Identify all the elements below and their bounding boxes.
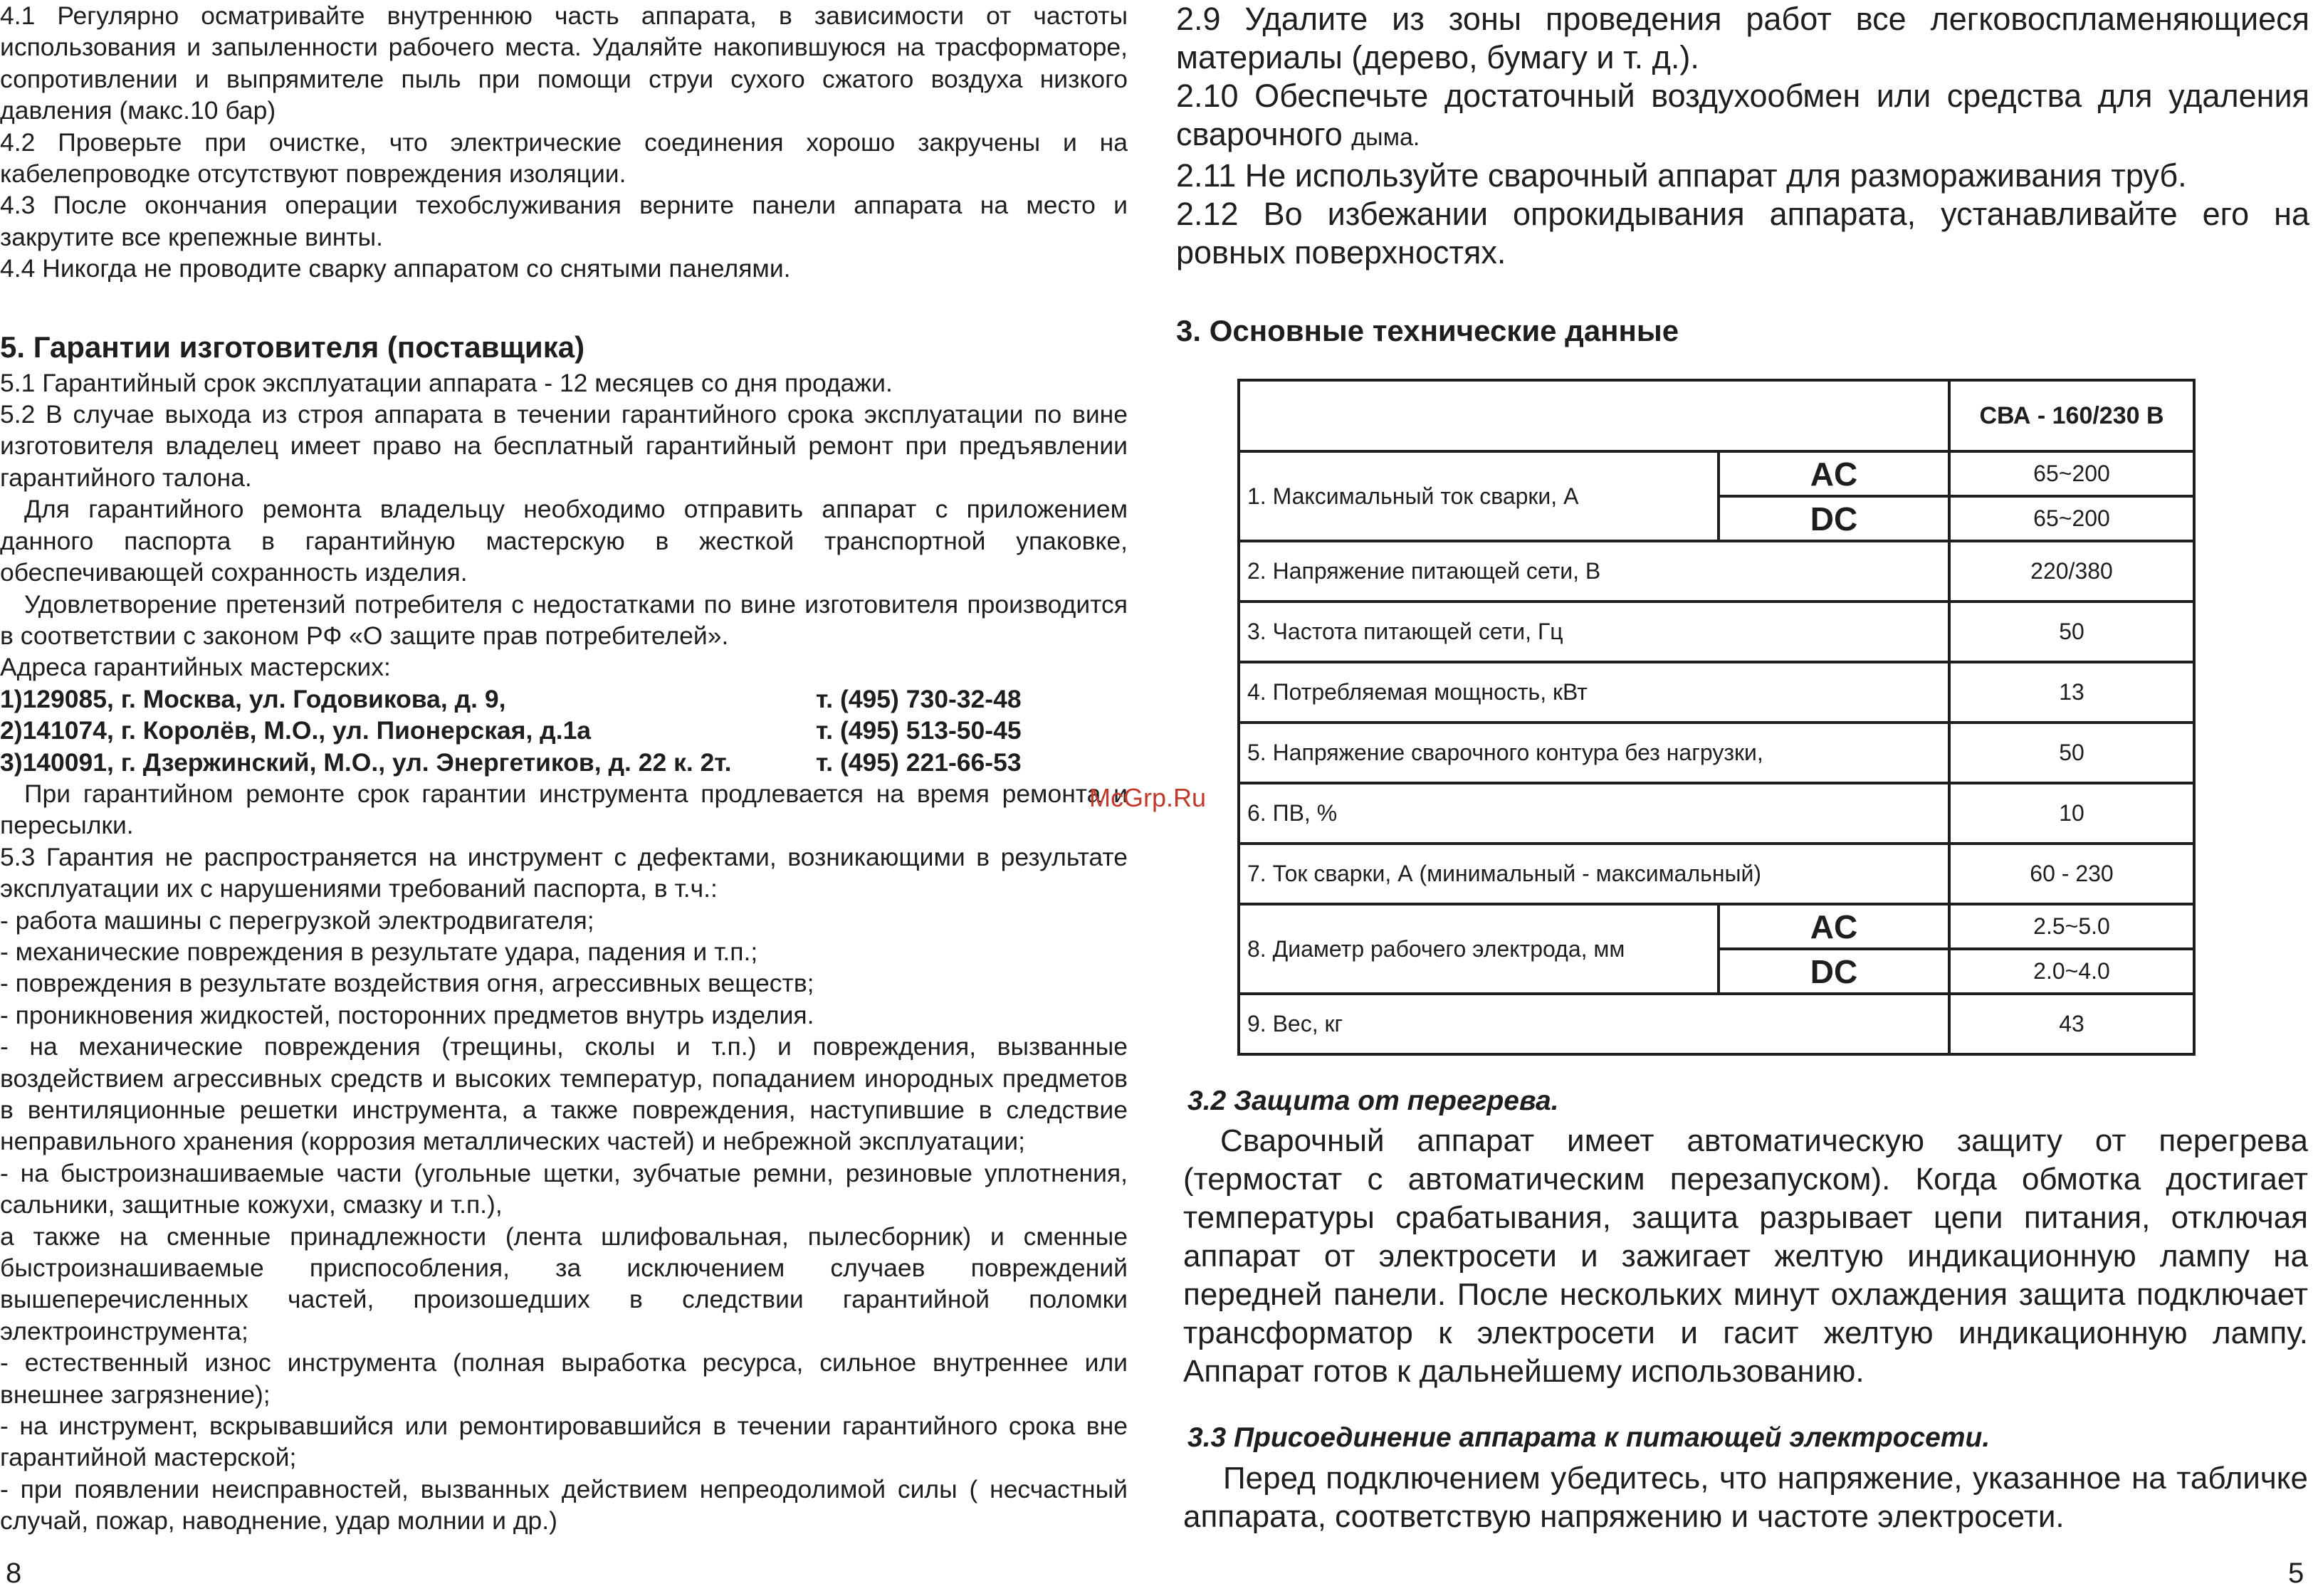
address-phone: т. (495) 730-32-48 xyxy=(816,684,1022,713)
addresses-heading: Адреса гарантийных мастерских: xyxy=(0,653,391,682)
paragraph-2-10 xyxy=(1176,77,2309,157)
value-dc: 2.0~4.0 xyxy=(1949,949,2194,994)
list-item: - повреждения в результате воздействия огня, агрессивных веществ; xyxy=(0,969,814,998)
mode-dc: DC xyxy=(1719,949,1949,994)
paragraph-2-12: 2.12 Во избежании опрокидывания аппарата, устанавливайте его на ровных поверхностях. xyxy=(1176,196,2309,271)
table-row xyxy=(1239,451,2194,496)
paragraph-5-2: 5.2 В случае выхода из строя аппарата в течении гарантийного срока эксплуатации по вине изготовителя владелец имеет право на бесплатный гарантийный ремонт при предъявлении гарантийного талона. xyxy=(0,400,1128,492)
paragraph-4-3: 4.3 После окончания операции техобслуживания верните панели аппарата на место и закрутите все крепежные винты. xyxy=(0,191,1128,251)
address-row xyxy=(0,683,1128,715)
list-item: - проникновения жидкостей, посторонних предметов внутрь изделия. xyxy=(0,1000,814,1029)
paragraph-3-2: Сварочный аппарат имеет автоматическую защиту от перегрева (термостат с автоматическим перезапуском). Когда обмотка достигает температуры срабатывания, защита разрывает цепи питания, отключая аппарат от электросети и зажигает желтую индикационную лампу на передней панели. После нескольких минут охлаждения защита подключает трансформатор к электросети и гасит желтую индикационную лампу. Аппарат готов к дальнейшему использованию. xyxy=(1183,1123,2308,1389)
mode-ac: AC xyxy=(1719,451,1949,496)
paragraph-3-3: Перед подключением убедитесь, что напряжение, указанное на табличке аппарата, соответствую напряжению и частоте электросети. xyxy=(1183,1461,2308,1534)
row-label: 8. Диаметр рабочего электрода, мм xyxy=(1239,904,1719,994)
paragraph-4-2: 4.2 Проверьте при очистке, что электрические соединения хорошо закручены и на кабелепроводке отсутствуют повреждения изоляции. xyxy=(0,127,1128,189)
table-row xyxy=(1239,662,2194,723)
paragraph-4-1: 4.1 Регулярно осматривайте внутреннюю часть аппарата, в зависимости от частоты использования и запыленности рабочего места. Удаляйте накопившуюся на трасформаторе, сопротивлении и выпрямителе пыль при помощи струи сухого сжатого воздуха низкого давления (макс.10 бар) xyxy=(0,1,1128,125)
list-item: - естественный износ инструмента (полная выработка ресурса, сильное внутреннее или внешнее загрязнение); xyxy=(0,1348,1128,1409)
table-header-row xyxy=(1239,380,2194,451)
section-3-heading: 3. Основные технические данные xyxy=(1176,314,1679,347)
subsection-3-3-heading: 3.3 Присоединение аппарата к питающей электросети. xyxy=(1187,1422,1991,1453)
model-header: СВА - 160/230 В xyxy=(1949,380,2194,451)
row-label: 1. Максимальный ток сварки, А xyxy=(1239,451,1719,541)
paragraph-repair-procedure: Для гарантийного ремонта владельцу необходимо отправить аппарат с приложением данного паспорта в гарантийную мастерскую в жесткой транспортной упаковке, обеспечивающей сохранность изделия. xyxy=(0,495,1128,587)
list-item: - на механические повреждения (трещины, сколы и т.п.) и повреждения, вызванные воздействием агрессивных средств и высоких температур, попаданием инородных предметов в вентиляционные решетки инструмента, а также повреждения, наступившие в следствие неправильного хранения (коррозия металлических частей) и небрежной эксплуатации; xyxy=(0,1032,1128,1156)
paragraph-2-11: 2.11 Не используйте сварочный аппарат для размораживания труб. xyxy=(1176,157,2187,194)
section-4-maintenance xyxy=(0,0,1128,285)
table-row xyxy=(1239,723,2194,783)
address-text: 1)129085, г. Москва, ул. Годовикова, д. 9, xyxy=(0,684,506,713)
value-ac: 2.5~5.0 xyxy=(1949,904,2194,949)
list-item: - при появлении неисправностей, вызванных действием непреодолимой силы ( несчастный случай, пожар, наводнение, удар молнии и др.) xyxy=(0,1474,1128,1535)
value-ac: 65~200 xyxy=(1949,451,2194,496)
row-label: 5. Напряжение сварочного контура без нагрузки, xyxy=(1239,723,1949,783)
row-label: 4. Потребляемая мощность, кВт xyxy=(1239,662,1949,723)
row-label: 2. Напряжение питающей сети, В xyxy=(1239,541,1949,602)
watermark: McGrp.Ru xyxy=(1089,783,1207,812)
page-number-right: 5 xyxy=(2288,1558,2304,1589)
paragraph-2-10-small: дыма. xyxy=(1351,124,1420,151)
list-item: - на быстроизнашиваемые части (угольные щетки, зубчатые ремни, резиновые уплотнения, сальники, защитные кожухи, смазку и т.п.), xyxy=(0,1158,1128,1219)
paragraph-2-9: 2.9 Удалите из зоны проведения работ все легковоспламеняющиеся материалы (дерево, бумагу и т. д.). xyxy=(1176,1,2309,75)
mode-ac: AC xyxy=(1719,904,1949,949)
address-text: 3)140091, г. Дзержинский, М.О., ул. Энергетиков, д. 22 к. 2т. xyxy=(0,747,732,777)
paragraph-warranty-extension: При гарантийном ремонте срок гарантии инструмента продлевается на время ремонта и пересылки. xyxy=(0,779,1128,840)
paragraph-consumer-claims: Удовлетворение претензий потребителя с недостатками по вине изготовителя производится в соответствии с законом РФ «О защите прав потребителей». xyxy=(0,589,1128,650)
row-value: 220/380 xyxy=(1949,541,2194,602)
left-page xyxy=(0,0,1128,1537)
list-item: - работа машины с перегрузкой электродвигателя; xyxy=(0,905,594,935)
address-row xyxy=(0,715,1128,746)
section-5-heading: 5. Гарантии изготовителя (поставщика) xyxy=(0,330,585,364)
row-label: 9. Вес, кг xyxy=(1239,994,1949,1054)
table-row xyxy=(1239,844,2194,904)
specifications-table xyxy=(1237,379,2196,1056)
table-row xyxy=(1239,783,2194,844)
page-number-left: 8 xyxy=(6,1558,22,1589)
address-text: 2)141074, г. Королёв, М.О., ул. Пионерская, д.1а xyxy=(0,716,592,745)
address-row xyxy=(0,747,1128,778)
subsection-3-2-heading: 3.2 Защита от перегрева. xyxy=(1187,1086,1559,1116)
paragraph-2-10-text: 2.10 Обеспечьте достаточный воздухообмен или средства для удаления сварочного xyxy=(1176,78,2309,152)
table-header-empty xyxy=(1239,380,1949,451)
table-row xyxy=(1239,602,2194,662)
table-row xyxy=(1239,994,2194,1054)
row-value: 43 xyxy=(1949,994,2194,1054)
table-row xyxy=(1239,541,2194,602)
address-phone: т. (495) 221-66-53 xyxy=(816,747,1022,777)
right-page xyxy=(1176,0,2309,349)
list-item: - на инструмент, вскрывавшийся или ремонтировавшийся в течении гарантийного срока вне гарантийной мастерской; xyxy=(0,1412,1128,1472)
paragraph-5-3: 5.3 Гарантия не распространяется на инструмент с дефектами, возникающими в результате эксплуатации их с нарушениями требований паспорта, в т.ч.: xyxy=(0,842,1128,903)
row-value: 13 xyxy=(1949,662,2194,723)
list-item: - механические повреждения в результате удара, падения и т.п.; xyxy=(0,937,758,966)
row-value: 60 - 230 xyxy=(1949,844,2194,904)
row-value: 10 xyxy=(1949,783,2194,844)
address-phone: т. (495) 513-50-45 xyxy=(816,716,1022,745)
mode-dc: DC xyxy=(1719,496,1949,541)
row-label: 3. Частота питающей сети, Гц xyxy=(1239,602,1949,662)
paragraph-4-4: 4.4 Никогда не проводите сварку аппаратом со снятыми панелями. xyxy=(0,254,791,283)
row-label: 6. ПВ, % xyxy=(1239,783,1949,844)
row-value: 50 xyxy=(1949,602,2194,662)
list-item: а также на сменные принадлежности (лента шлифовальная, пылесборник) и сменные быстроизнашиваемые приспособления, за исключением случаев повреждений вышеперечисленных частей, произошедших в следствии гарантийной поломки электроинструмента; xyxy=(0,1222,1128,1345)
paragraph-5-1: 5.1 Гарантийный срок эксплуатации аппарата - 12 месяцев со дня продажи. xyxy=(0,368,893,397)
row-label: 7. Ток сварки, А (минимальный - максимальный) xyxy=(1239,844,1949,904)
value-dc: 65~200 xyxy=(1949,496,2194,541)
row-value: 50 xyxy=(1949,723,2194,783)
table-row xyxy=(1239,904,2194,949)
